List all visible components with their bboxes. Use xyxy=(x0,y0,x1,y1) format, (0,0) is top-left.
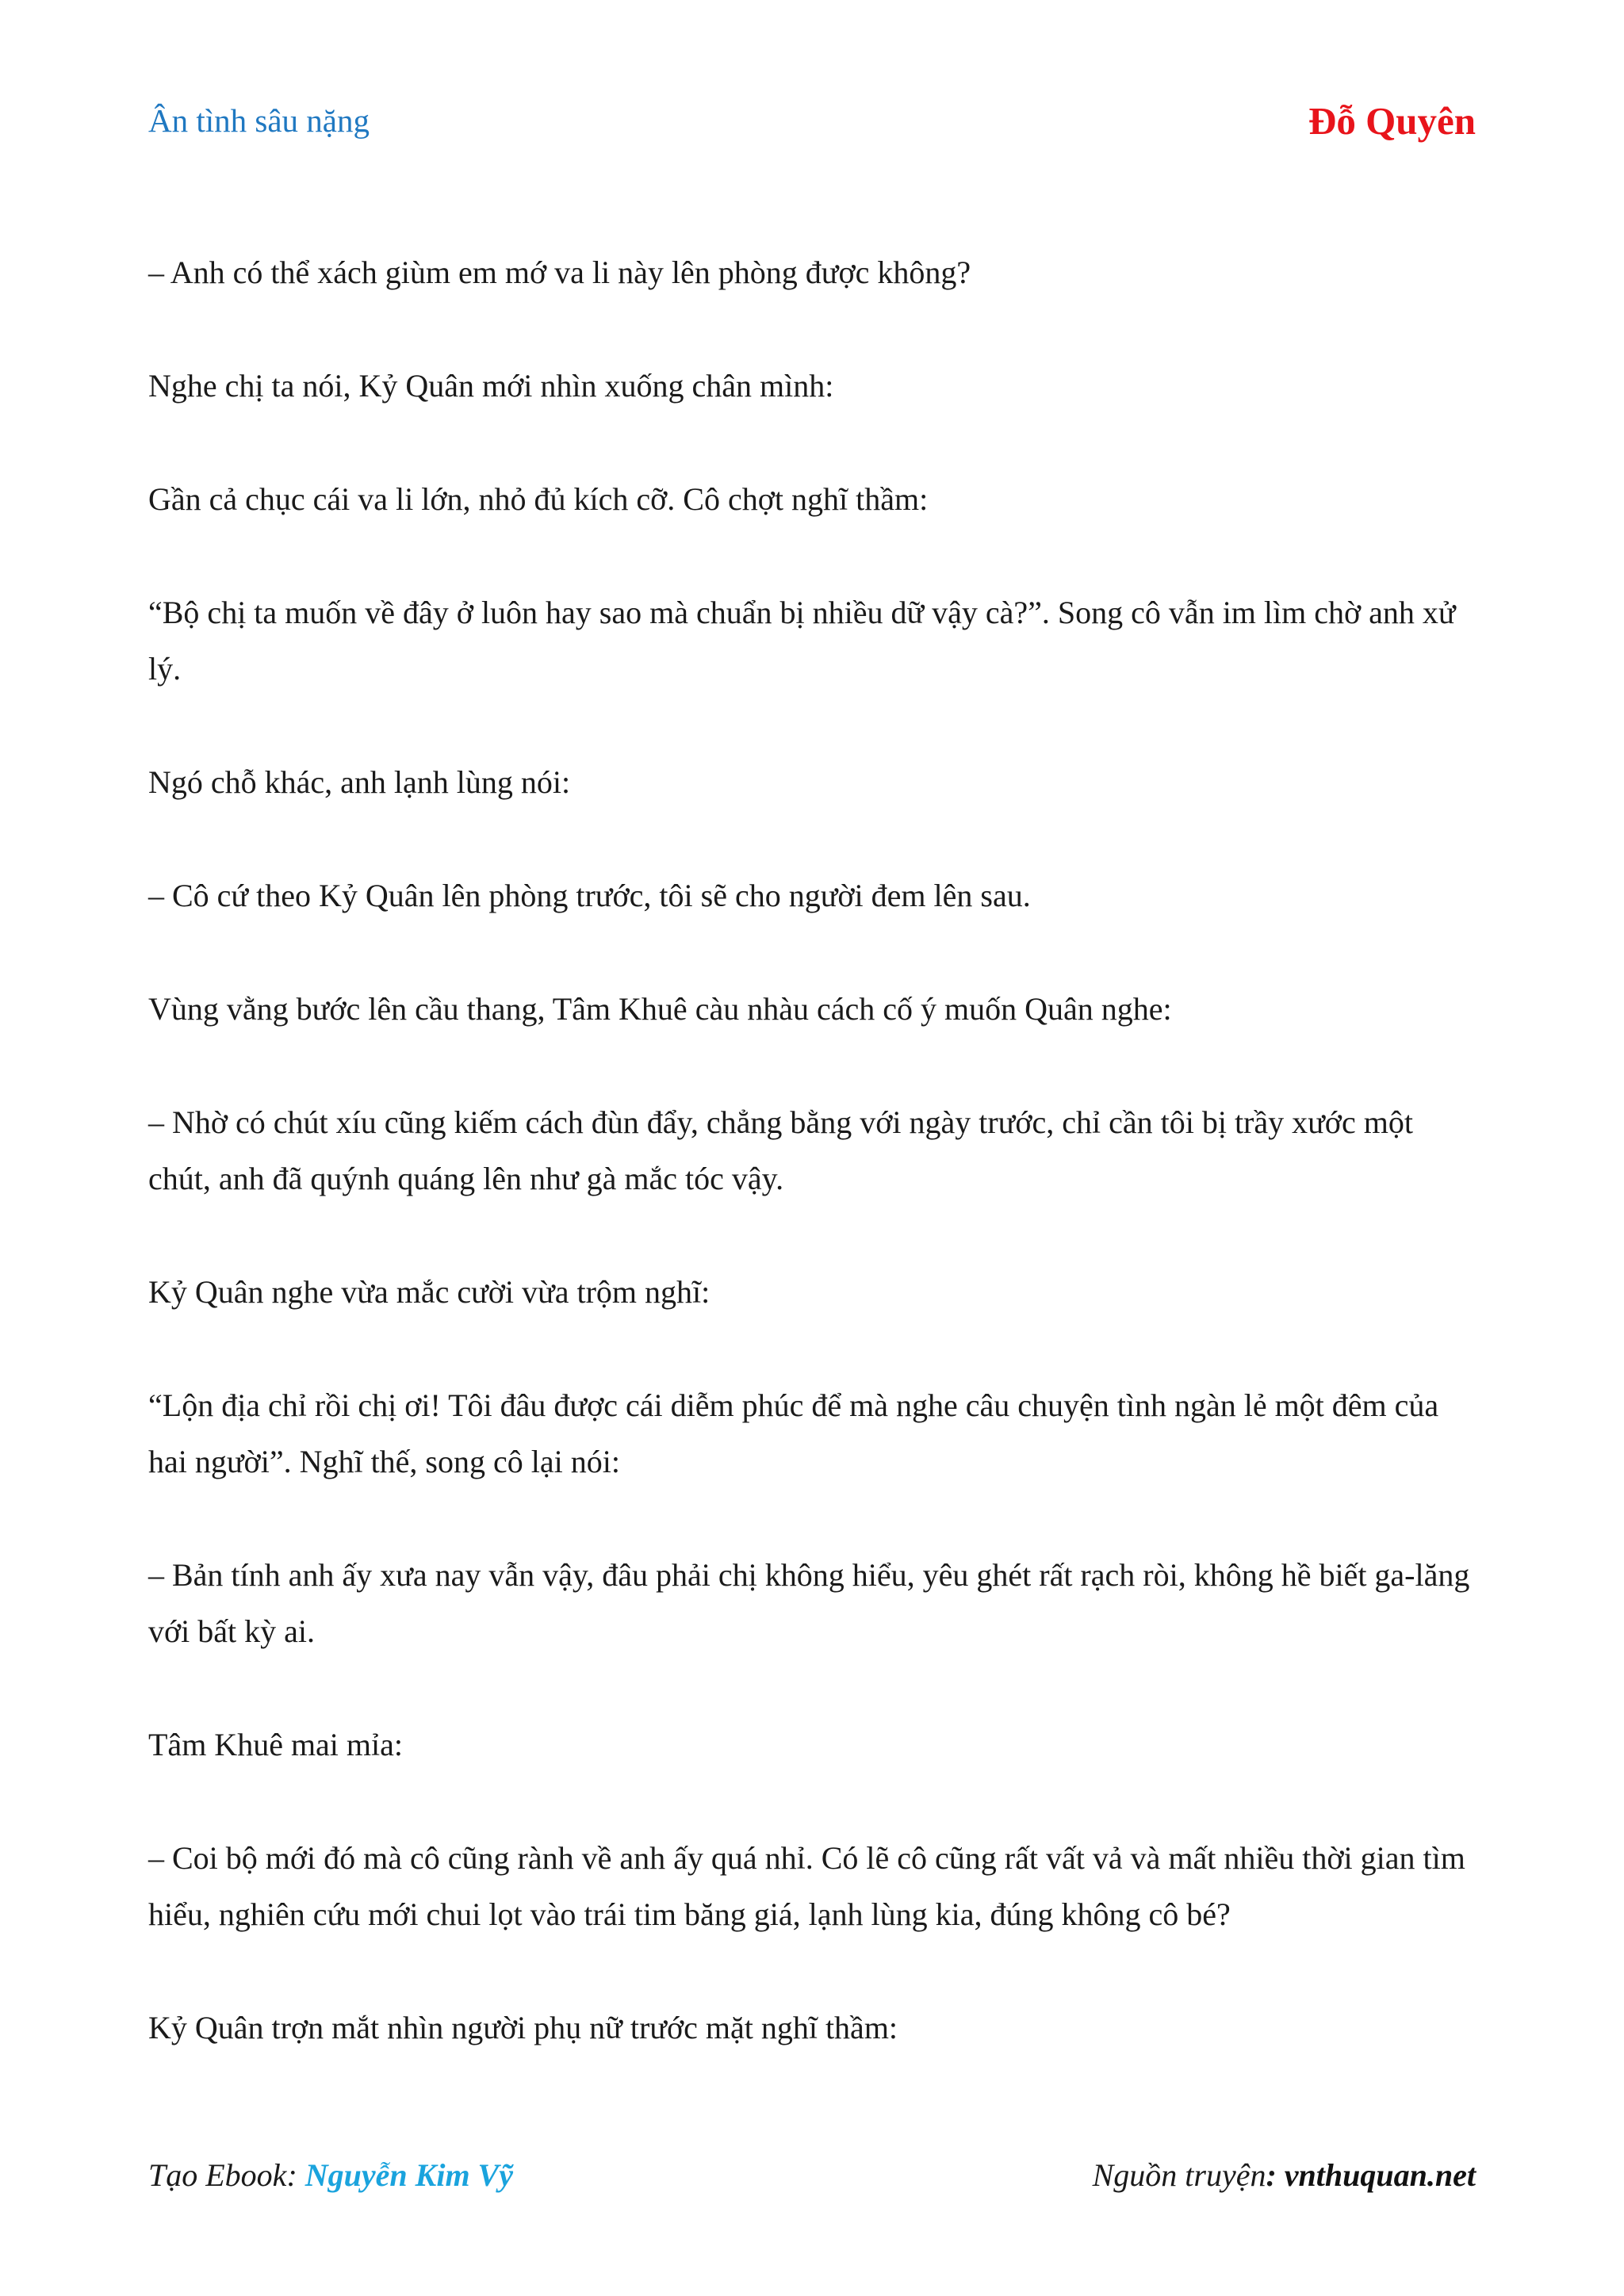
paragraph: Kỷ Quân trợn mắt nhìn người phụ nữ trước mặt nghĩ thầm: xyxy=(148,2010,898,2045)
creator-label: Tạo Ebook xyxy=(148,2157,287,2193)
source-credit: Nguồn truyện: vnthuquan.net xyxy=(1092,2157,1476,2193)
creator-name: Nguyễn Kim Vỹ xyxy=(304,2157,513,2193)
source-name: vnthuquan.net xyxy=(1284,2157,1476,2193)
author-name: Đỗ Quyên xyxy=(1308,99,1476,143)
story-body xyxy=(148,244,1476,2113)
paragraph: “Bộ chị ta muốn về đây ở luôn hay sao mà chuẩn bị nhiều dữ vậy cà?”. Song cô vẫn im lìm chờ anh xử lý. xyxy=(148,595,1456,687)
book-title: Ân tình sâu nặng xyxy=(148,102,370,139)
paragraph: Gần cả chục cái va li lớn, nhỏ đủ kích cỡ. Cô chợt nghĩ thầm: xyxy=(148,481,929,517)
ebook-credit: Tạo Ebook: Nguyễn Kim Vỹ xyxy=(148,2157,513,2193)
paragraph: – Nhờ có chút xíu cũng kiếm cách đùn đẩy, chẳng bằng với ngày trước, chỉ cần tôi bị trầy xước một chút, anh đã quýnh quáng lên như gà mắc tóc vậy. xyxy=(148,1104,1413,1196)
paragraph: – Cô cứ theo Kỷ Quân lên phòng trước, tôi sẽ cho người đem lên sau. xyxy=(148,878,1031,913)
paragraph: Tâm Khuê mai mỉa: xyxy=(148,1727,404,1762)
paragraph: – Anh có thể xách giùm em mớ va li này lên phòng được không? xyxy=(148,254,971,290)
paragraph: Kỷ Quân nghe vừa mắc cười vừa trộm nghĩ: xyxy=(148,1274,710,1310)
paragraph: Vùng vằng bước lên cầu thang, Tâm Khuê càu nhàu cách cố ý muốn Quân nghe: xyxy=(148,991,1172,1027)
paragraph: Ngó chỗ khác, anh lạnh lùng nói: xyxy=(148,764,571,800)
page-header xyxy=(148,101,1476,157)
paragraph: “Lộn địa chỉ rồi chị ơi! Tôi đâu được cái diễm phúc để mà nghe câu chuyện tình ngàn lẻ một đêm của hai người”. Nghĩ thế, song cô lại nói: xyxy=(148,1387,1439,1479)
page-footer xyxy=(148,2156,1476,2204)
paragraph: – Bản tính anh ấy xưa nay vẫn vậy, đâu phải chị không hiểu, yêu ghét rất rạch ròi, không hề biết ga-lăng với bất kỳ ai. xyxy=(148,1557,1470,1649)
source-label: Nguồn truyện xyxy=(1092,2157,1266,2193)
paragraph: – Coi bộ mới đó mà cô cũng rành về anh ấy quá nhỉ. Có lẽ cô cũng rất vất vả và mất nhiều thời gian tìm hiểu, nghiên cứu mới chui lọt vào trái tim băng giá, lạnh lùng kia, đúng không cô bé? xyxy=(148,1840,1465,1932)
paragraph: Nghe chị ta nói, Kỷ Quân mới nhìn xuống chân mình: xyxy=(148,368,834,404)
